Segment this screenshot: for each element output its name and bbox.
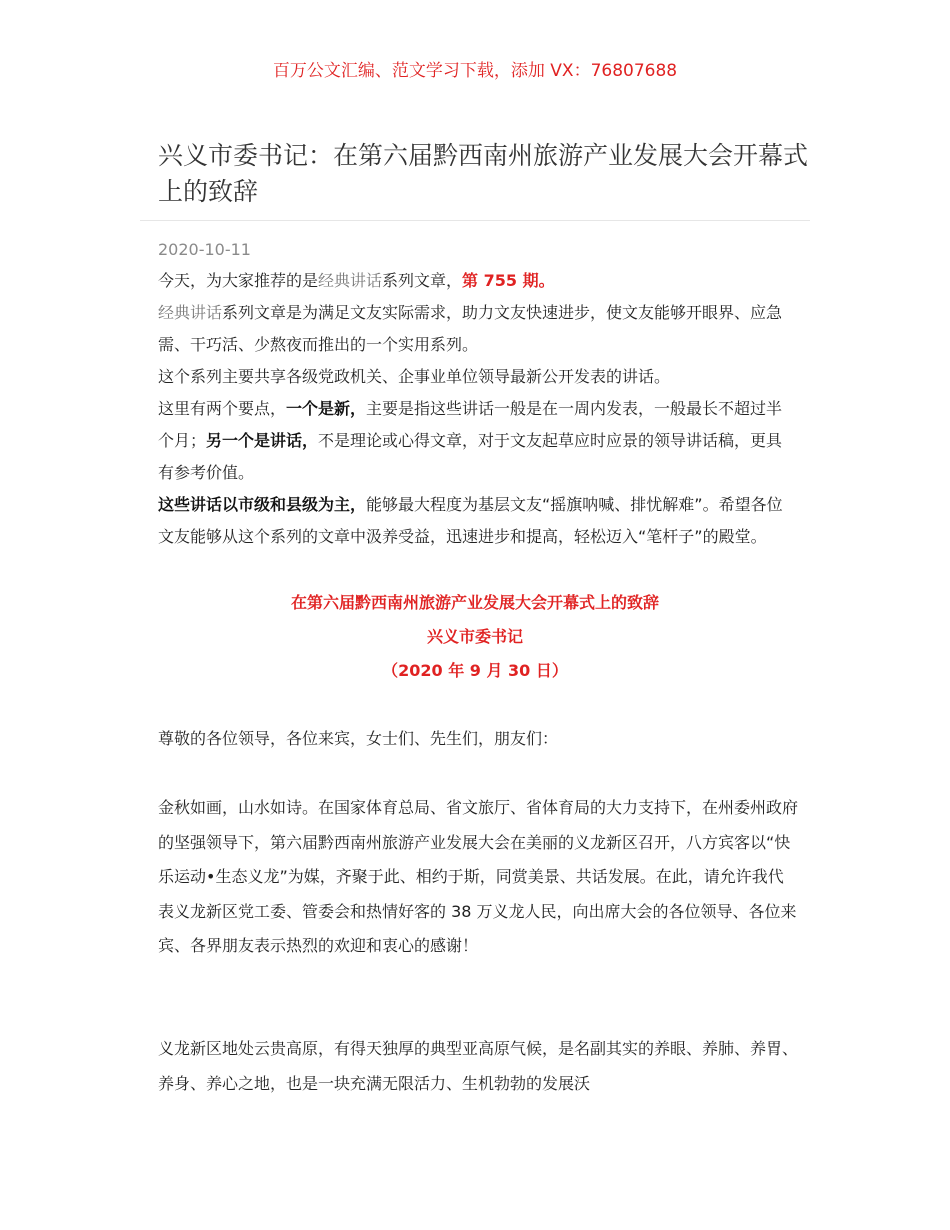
key-point-3: 这些讲话以市级和县级为主， [158,495,367,514]
intro-paragraph-5 [158,489,798,553]
speech-title: 在第六届黔西南州旅游产业发展大会开幕式上的致辞 [290,593,659,612]
issue-number: 第 755 期。 [462,271,555,290]
intro-paragraph-2 [158,297,798,361]
intro-text: 主要是指这些讲话一般是在一周内发表，一般最长不超过半个月； [158,399,783,450]
speech-date: （2020 年 9 月 30 日） [382,661,568,680]
series-name: 经典讲话 [318,271,383,290]
intro-section [158,265,798,553]
promo-banner: 百万公文汇编、范文学习下载，添加 VX：76807688 [272,61,678,81]
intro-paragraph-4 [158,393,798,489]
key-point-1: 一个是新， [286,399,367,418]
speech-paragraph-2: 义龙新区地处云贵高原，有得天独厚的典型亚高原气候，是名副其实的养眼、养肺、养胃、养身、养心之地，也是一块充满无限活力、生机勃勃的发展沃 [158,1039,799,1093]
article-title: 兴义市委书记：在第六届黔西南州旅游产业发展大会开幕式上的致辞 [158,141,809,206]
intro-paragraph-1 [158,265,798,297]
speech-speaker: 兴义市委书记 [426,627,523,646]
article-date: 2020-10-11 [158,240,251,259]
title-divider [140,220,810,221]
intro-text: 不是理论或心得文章，对于文友起草应时应景的领导讲话稿，更具有参考价值。 [158,431,783,482]
series-name: 经典讲话 [158,303,223,322]
intro-text: 能够最大程度为基层文友“摇旗呐喊、排忧解难”。希望各位文友能够从这个系列的文章中汲养受益，迅速进步和提高，轻松迈入“笔杆子”的殿堂。 [158,495,783,546]
intro-text: 这里有两个要点， [158,399,287,418]
intro-paragraph-3: 这个系列主要共享各级党政机关、企事业单位领导最新公开发表的讲话。 [158,367,671,386]
intro-text: 今天，为大家推荐的是 [158,271,319,290]
key-point-2: 另一个是讲话， [206,431,319,450]
intro-text: 系列文章是为满足文友实际需求，助力文友快速进步，使文友能够开眼界、应急需、干巧活、少熬夜而推出的一个实用系列。 [158,303,783,354]
speech-greeting: 尊敬的各位领导，各位来宾，女士们、先生们，朋友们： [158,729,559,748]
speech-paragraph-1: 金秋如画，山水如诗。在国家体育总局、省文旅厅、省体育局的大力支持下，在州委州政府的坚强领导下，第六届黔西南州旅游产业发展大会在美丽的义龙新区召开，八方宾客以“快乐运动•生态义龙”为媒，齐聚于此、相约于斯，同赏美景、共话发展。在此，请允许我代表义龙新区党工委、管委会和热情好客的 38 万义龙人民，向出席大会的各位领导、各位来宾、各界朋友表示热烈的欢迎和衷心的感谢！ [158,798,799,955]
intro-text: 系列文章， [382,271,463,290]
